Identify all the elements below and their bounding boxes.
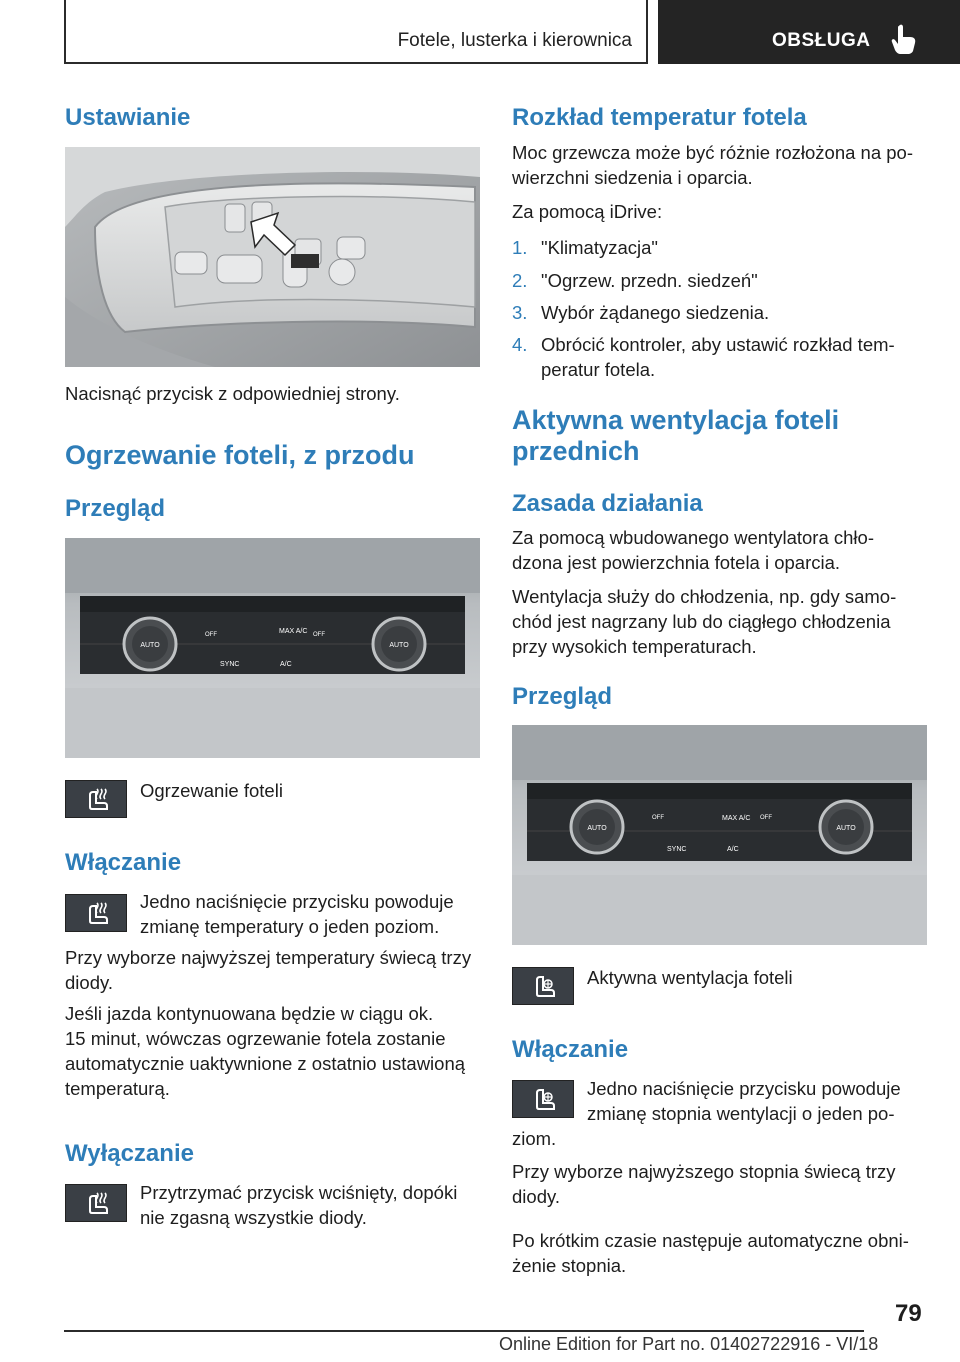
za-p2a: Wentylacja służy do chłodzenia, np. gdy samo- (512, 586, 897, 607)
section-label: OBSŁUGA (772, 30, 871, 51)
heading-wylaczanie: Wyłączanie (65, 1140, 194, 1167)
rz-p2: Za pomocą iDrive: (512, 201, 663, 222)
heading-ustawianie: Ustawianie (65, 104, 191, 131)
wl-right-p2b: diody. (512, 1186, 560, 1207)
wl-left-p1a: Jedno naciśnięcie przycisku powoduje (140, 891, 454, 912)
heading-przeglad-left: Przegląd (65, 495, 166, 522)
seat-controls-photo (65, 147, 480, 367)
sync-label: SYNC (667, 846, 687, 853)
step-text: "Ogrzew. przedn. siedzeń" (541, 270, 758, 291)
off-label-right: OFF (760, 815, 772, 821)
rz-p1a: Moc grzewcza może być różnie rozłożona na po- (512, 142, 914, 163)
header-title-box (64, 0, 648, 64)
maxac-label: MAX A/C (279, 628, 308, 635)
climate-panel-photo-right (512, 725, 927, 945)
seat-heating-button-icon (65, 894, 127, 932)
wl-right-p3b: żenie stopnia. (512, 1255, 627, 1276)
heading-aktywna-a: Aktywna wentylacja foteli (512, 405, 840, 435)
page-number: 79 (895, 1300, 922, 1327)
wl-right-p1c: ziom. (512, 1128, 557, 1149)
wy-p1a: Przytrzymać przycisk wciśnięty, dopóki (140, 1182, 458, 1203)
wl-left-p2b: diody. (65, 972, 113, 993)
off-label-left: OFF (652, 815, 664, 821)
step-number: 1. (512, 237, 528, 258)
heading-aktywna-b: przednich (512, 436, 640, 466)
step-text: "Klimatyzacja" (541, 237, 658, 258)
seat-heating-button-icon (65, 1184, 127, 1222)
ac-label: A/C (280, 661, 292, 668)
wl-left-p3d: temperaturą. (65, 1078, 170, 1099)
sync-label: SYNC (220, 661, 240, 668)
icon-label-wentylacja: Aktywna wentylacja foteli (587, 967, 793, 988)
za-p2b: chód jest nagrzany lub do ciągłego chłodzenia (512, 611, 891, 632)
za-p2c: przy wysokich temperaturach. (512, 636, 757, 657)
wy-p1b: nie zgasną wszystkie diody. (140, 1207, 367, 1228)
auto-label-right: AUTO (389, 642, 409, 649)
step-number: 4. (512, 334, 528, 355)
section-tab (658, 0, 960, 64)
wl-left-p1b: zmianę temperatury o jeden poziom. (140, 916, 440, 937)
step-number: 2. (512, 270, 528, 291)
za-p1a: Za pomocą wbudowanego wentylatora chło- (512, 527, 874, 548)
step-text: Obrócić kontroler, aby ustawić rozkład tem- (541, 334, 895, 355)
wl-right-p1b: zmianę stopnia wentylacji o jeden po- (587, 1103, 895, 1124)
step-text-cont: peratur fotela. (541, 359, 656, 380)
rz-p1b: wierzchni siedzenia i oparcia. (512, 167, 753, 188)
heading-rozklad: Rozkład temperatur fotela (512, 104, 807, 131)
heading-wlaczanie-right: Włączanie (512, 1036, 629, 1063)
auto-label-left: AUTO (587, 825, 607, 832)
ac-label: A/C (727, 846, 739, 853)
wl-left-p3b: 15 minut, wówczas ogrzewanie fotela zostanie (65, 1028, 446, 1049)
heading-wlaczanie-left: Włączanie (65, 849, 182, 876)
hand-pointer-icon (890, 24, 918, 54)
climate-panel-photo-left (65, 538, 480, 758)
auto-label-left: AUTO (140, 642, 160, 649)
edition-footer: Online Edition for Part no. 01402722916 - VI/18 (499, 1334, 879, 1354)
para-ustawianie: Nacisnąć przycisk z odpowiedniej strony. (65, 383, 400, 404)
wl-right-p2a: Przy wyborze najwyższego stopnia świecą trzy (512, 1161, 896, 1182)
chapter-title: Fotele, lusterka i kierownica (397, 30, 632, 51)
seat-ventilation-button-icon (512, 1080, 574, 1118)
wl-right-p3a: Po krótkim czasie następuje automatyczne obni- (512, 1230, 909, 1251)
auto-label-right: AUTO (836, 825, 856, 832)
heading-zasada: Zasada działania (512, 490, 703, 517)
wl-left-p3a: Jeśli jazda kontynuowana będzie w ciągu ok. (65, 1003, 434, 1024)
za-p1b: dzona jest powierzchnia fotela i oparcia. (512, 552, 841, 573)
wl-left-p2a: Przy wyborze najwyższej temperatury świecą trzy (65, 947, 472, 968)
wl-right-p1a: Jedno naciśnięcie przycisku powoduje (587, 1078, 901, 1099)
wl-left-p3c: automatycznie uaktywnione z ostatnio ustawioną (65, 1053, 466, 1074)
heading-ogrzewanie: Ogrzewanie foteli, z przodu (65, 440, 415, 470)
off-label-left: OFF (205, 632, 217, 638)
icon-label-ogrzewanie: Ogrzewanie foteli (140, 780, 283, 801)
footer-divider (64, 1330, 864, 1332)
maxac-label: MAX A/C (722, 815, 751, 822)
step-number: 3. (512, 302, 528, 323)
step-text: Wybór żądanego siedzenia. (541, 302, 770, 323)
heading-przeglad-right: Przegląd (512, 683, 613, 710)
seat-ventilation-button-icon (512, 967, 574, 1005)
seat-heating-button-icon (65, 780, 127, 818)
off-label-right: OFF (313, 632, 325, 638)
